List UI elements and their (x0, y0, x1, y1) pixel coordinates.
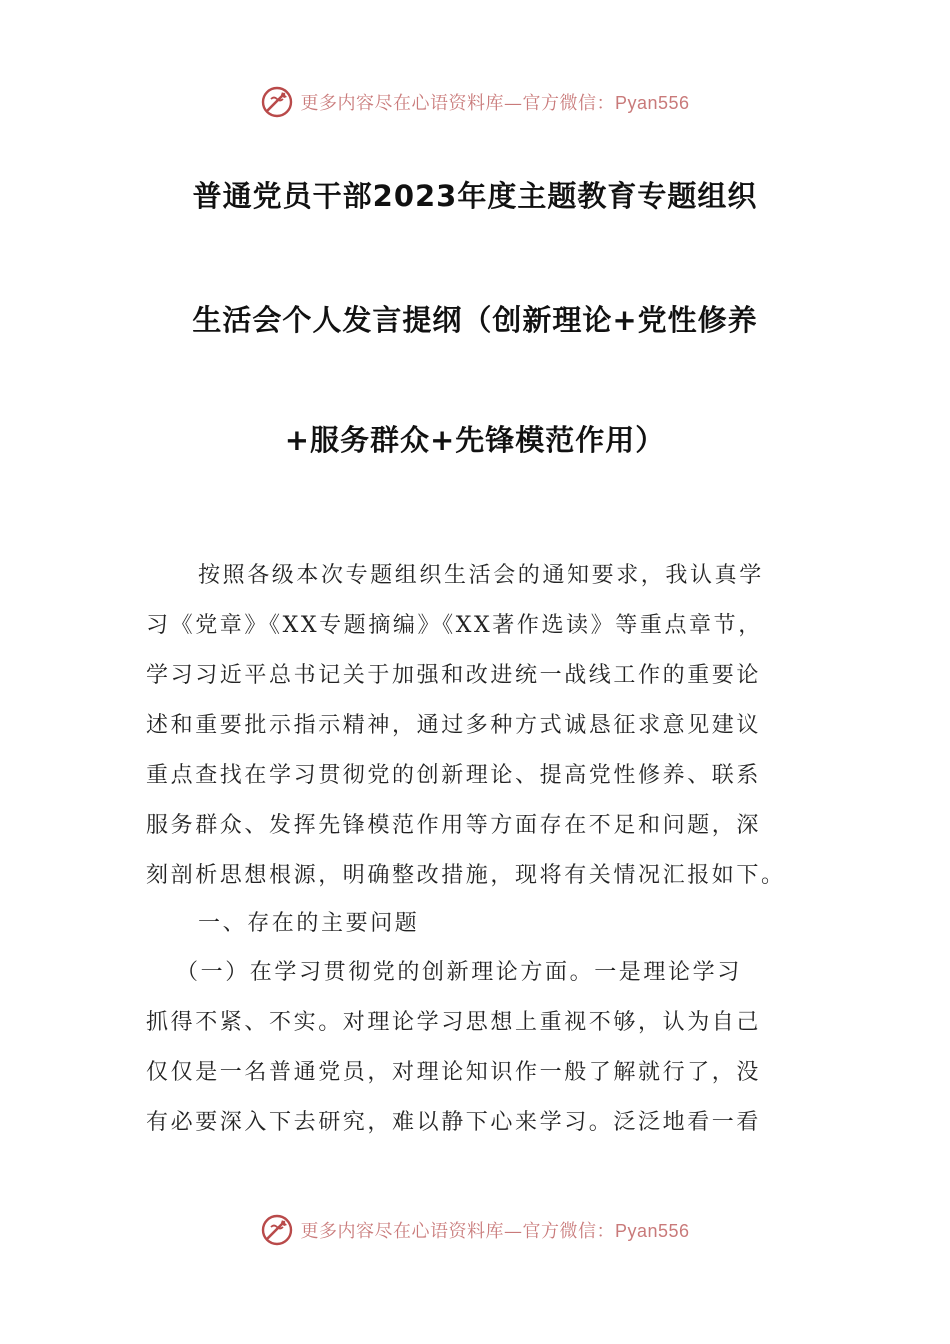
paragraph-line: 述和重要批示指示精神，通过多种方式诚恳征求意见建议 (146, 713, 762, 738)
section-heading (146, 899, 806, 949)
paragraph-line: 重点查找在学习贯彻党的创新理论、提高党性修养、联系 (146, 763, 762, 788)
document-title-line-3: +服务群众+先锋模范作用） (284, 423, 666, 457)
paragraph-line: 有必要深入下去研究，难以静下心来学习。泛泛地看一看 (146, 1110, 762, 1135)
watermark-text: 更多内容尽在心语资料库—官方微信：Pyan556 (300, 93, 690, 114)
watermark-footer (0, 1212, 950, 1248)
paragraph-line: 服务群众、发挥先锋模范作用等方面存在不足和问题，深 (146, 813, 762, 838)
paragraph-line: 按照各级本次专题组织生活会的通知要求，我认真学 (198, 563, 764, 588)
paragraph-line: 刻剖析思想根源，明确整改措施，现将有关情况汇报如下。 (146, 863, 786, 888)
section-paragraph (146, 948, 806, 1148)
paragraph-line: （一）在学习贯彻党的创新理论方面。一是理论学习 (176, 960, 742, 985)
paragraph-line: 抓得不紧、不实。对理论学习思想上重视不够，认为自己 (146, 1010, 762, 1035)
paragraph-line: 学习习近平总书记关于加强和改进统一战线工作的重要论 (146, 663, 762, 688)
watermark-text: 更多内容尽在心语资料库—官方微信：Pyan556 (300, 1221, 690, 1242)
document-title-line-1: 普通党员干部2023年度主题教育专题组织 (192, 179, 758, 213)
watermark-logo-icon (260, 1213, 294, 1247)
watermark-logo-icon (260, 85, 294, 119)
paragraph-line: 习《党章》《XX专题摘编》《XX著作选读》等重点章节， (146, 613, 763, 638)
intro-paragraph (146, 551, 806, 901)
paragraph-line: 仅仅是一名普通党员，对理论知识作一般了解就行了，没 (146, 1060, 762, 1085)
section-heading-text: 一、存在的主要问题 (198, 911, 420, 936)
document-title-line-2: 生活会个人发言提纲（创新理论+党性修养 (192, 303, 758, 337)
watermark-header (0, 84, 950, 120)
